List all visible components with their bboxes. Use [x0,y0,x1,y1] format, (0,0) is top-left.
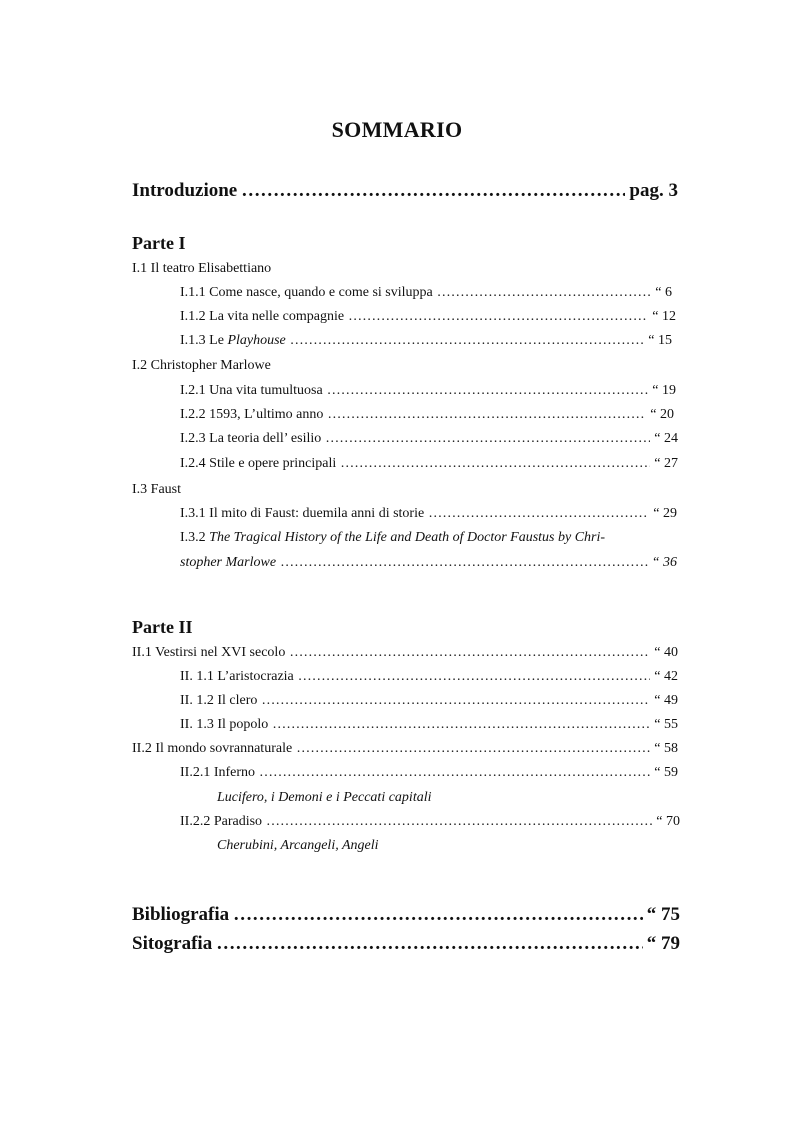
leader-dots [216,933,643,955]
toc-entry [180,765,678,781]
toc-page: “ 15 [648,333,672,348]
toc-entry-line1 [180,530,605,546]
toc-page: “ 79 [646,933,680,954]
toc-label: II.2.1 Inferno [180,765,256,780]
toc-label: I.1.1 Come nasce, quando e come si sviluppa [180,285,433,300]
toc-subnote: Lucifero, i Demoni e i Peccati capitali [217,790,432,805]
leader-dots [261,693,650,709]
toc-label: II. 1.2 Il clero [180,693,258,708]
toc-entry [180,309,676,325]
toc-entry [180,431,678,447]
toc-label: II. 1.3 Il popolo [180,717,269,732]
part-heading: Parte II [132,617,193,637]
toc-entry [180,285,672,301]
toc-section [132,645,678,661]
section-heading: I.3 Faust [132,482,181,497]
leader-dots [327,383,649,399]
toc-label: I.2.2 1593, L’ultimo anno [180,407,324,422]
toc-entry [180,333,672,349]
toc-bibliografia [132,904,680,926]
section-heading: I.1 Il teatro Elisabettiano [132,261,272,276]
leader-dots [233,904,643,926]
toc-label-italic: Playhouse [227,333,286,348]
toc-label: I.2.1 Una vita tumultuosa [180,383,323,398]
toc-entry [180,555,677,571]
toc-subnote: Cherubini, Arcangeli, Angeli [217,838,379,853]
leader-dots [437,285,652,301]
toc-entry [180,717,678,733]
toc-page: pag. 3 [629,180,678,201]
section-heading: I.2 Christopher Marlowe [132,358,271,373]
leader-dots [266,814,652,830]
toc-page: “ 70 [656,814,680,829]
toc-entry [180,407,674,423]
toc-label-prefix: I.1.3 Le [180,333,228,348]
toc-entry [180,693,678,709]
toc-label: I.2.3 La teoria dell’ esilio [180,431,322,446]
toc-page: “ 40 [654,645,678,660]
toc-label: I.2.4 Stile e opere principali [180,456,337,471]
toc-label: I.3.1 Il mito di Faust: duemila anni di storie [180,506,425,521]
toc-label: II.1 Vestirsi nel XVI secolo [132,645,286,660]
toc-section [132,741,678,757]
toc-introduzione [132,180,678,202]
toc-page: “ 42 [654,669,678,684]
toc-page: “ 49 [654,693,678,708]
leader-dots [428,506,649,522]
toc-page: “ 29 [653,506,677,521]
leader-dots [296,741,650,757]
leader-dots [327,407,646,423]
leader-dots [290,333,645,349]
leader-dots [298,669,651,685]
toc-page: “ 20 [650,407,674,422]
leader-dots [241,180,625,202]
leader-dots [348,309,648,325]
toc-page: “ 6 [655,285,672,300]
toc-label-prefix: I.3.2 [180,530,210,545]
toc-entry [180,456,678,472]
toc-label: Sitografia [132,933,213,954]
toc-page: “ 12 [652,309,676,324]
leader-dots [340,456,650,472]
page-title: SOMMARIO [331,117,463,142]
toc-page: “ 27 [654,456,678,471]
toc-label: I.1.2 La vita nelle compagnie [180,309,345,324]
leader-dots [259,765,650,781]
toc-page: “ 55 [654,717,678,732]
toc-label: II.2.2 Paradiso [180,814,263,829]
toc-page: “ 24 [654,431,678,446]
leader-dots [289,645,650,661]
toc-label: Introduzione [132,180,238,201]
toc-page: “ 59 [654,765,678,780]
leader-dots [280,555,648,571]
toc-label: stopher Marlowe [180,555,277,570]
toc-sitografia [132,933,680,955]
toc-label: Bibliografia [132,904,230,925]
leader-dots [325,431,650,447]
toc-entry [180,669,678,685]
part-heading: Parte I [132,233,186,253]
toc-entry [180,814,680,830]
toc-entry [180,506,677,522]
toc-label: II.2 Il mondo sovrannaturale [132,741,293,756]
toc-label: II. 1.1 L’aristocrazia [180,669,294,684]
toc-entry [180,383,676,399]
toc-page: “ 75 [646,904,680,925]
toc-label [180,333,286,349]
toc-page: “ 36 [651,555,677,570]
toc-page: “ 58 [654,741,678,756]
toc-page: “ 19 [652,383,676,398]
leader-dots [272,717,650,733]
toc-label-italic: The Tragical History of the Life and Death of Doctor Faustus by Chri- [209,530,606,545]
